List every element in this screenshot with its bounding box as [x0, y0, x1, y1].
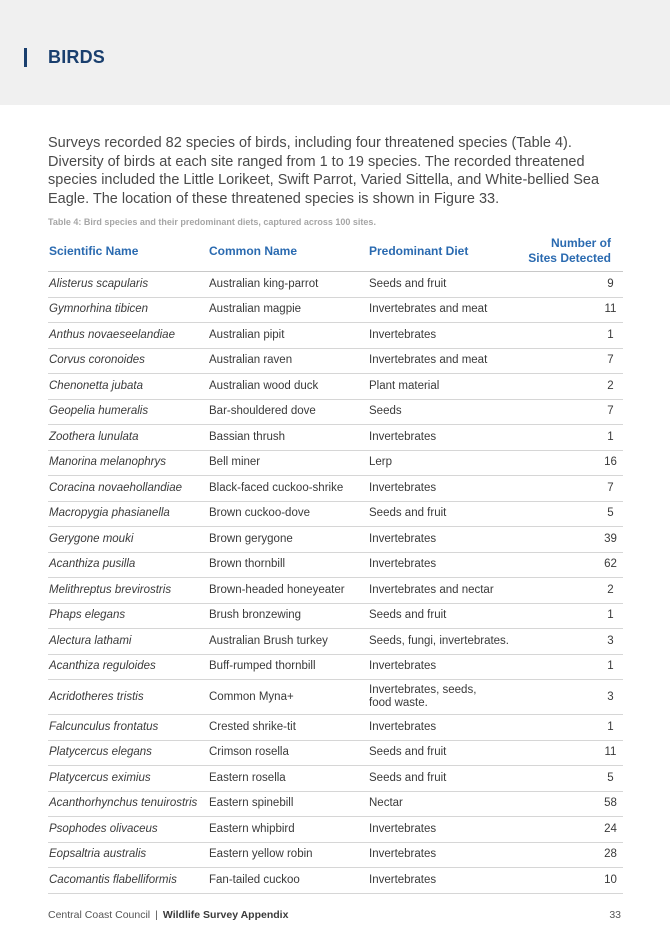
table-row — [48, 740, 623, 766]
cell-common-name: Eastern spinebill — [208, 791, 368, 817]
cell-predominant-diet: Invertebrates — [368, 842, 518, 868]
cell-common-name: Australian pipit — [208, 323, 368, 349]
cell-predominant-diet: Invertebrates — [368, 817, 518, 843]
table-row — [48, 399, 623, 425]
cell-scientific-name: Anthus novaeseelandiae — [48, 323, 208, 349]
bird-species-table — [48, 231, 623, 894]
table-row — [48, 817, 623, 843]
header-scientific-name: Scientific Name — [48, 231, 208, 272]
cell-predominant-diet: Invertebrates — [368, 552, 518, 578]
table-row — [48, 272, 623, 298]
cell-scientific-name: Geopelia humeralis — [48, 399, 208, 425]
cell-predominant-diet: Invertebrates and meat — [368, 348, 518, 374]
cell-sites-detected: 1 — [518, 715, 623, 741]
cell-sites-detected: 39 — [518, 527, 623, 553]
cell-predominant-diet: Invertebrates — [368, 868, 518, 894]
cell-sites-detected: 11 — [518, 297, 623, 323]
cell-predominant-diet — [368, 680, 518, 715]
cell-common-name: Bar-shouldered dove — [208, 399, 368, 425]
cell-common-name: Brush bronzewing — [208, 603, 368, 629]
table-row — [48, 842, 623, 868]
header-band — [0, 0, 670, 105]
table-row — [48, 654, 623, 680]
cell-sites-detected: 16 — [518, 450, 623, 476]
cell-scientific-name: Acridotheres tristis — [48, 680, 208, 715]
cell-sites-detected: 62 — [518, 552, 623, 578]
footer-document-title: Wildlife Survey Appendix — [162, 909, 289, 921]
cell-common-name: Eastern yellow robin — [208, 842, 368, 868]
cell-sites-detected: 1 — [518, 425, 623, 451]
cell-scientific-name: Coracina novaehollandiae — [48, 476, 208, 502]
cell-sites-detected: 5 — [518, 501, 623, 527]
cell-scientific-name: Psophodes olivaceus — [48, 817, 208, 843]
cell-common-name: Fan-tailed cuckoo — [208, 868, 368, 894]
table-row — [48, 680, 623, 715]
cell-common-name: Crimson rosella — [208, 740, 368, 766]
cell-predominant-diet: Invertebrates and nectar — [368, 578, 518, 604]
footer-separator: | — [155, 909, 158, 921]
cell-sites-detected: 58 — [518, 791, 623, 817]
cell-common-name: Crested shrike-tit — [208, 715, 368, 741]
cell-sites-detected: 24 — [518, 817, 623, 843]
cell-scientific-name: Acanthiza reguloides — [48, 654, 208, 680]
header-sites-line2: Sites Detected — [528, 251, 611, 265]
table-row — [48, 374, 623, 400]
table-row — [48, 348, 623, 374]
cell-scientific-name: Gymnorhina tibicen — [48, 297, 208, 323]
cell-sites-detected: 1 — [518, 323, 623, 349]
table-header-row — [48, 231, 623, 272]
cell-scientific-name: Eopsaltria australis — [48, 842, 208, 868]
header-common-name: Common Name — [208, 231, 368, 272]
cell-sites-detected: 28 — [518, 842, 623, 868]
cell-predominant-diet: Seeds and fruit — [368, 272, 518, 298]
table-row — [48, 297, 623, 323]
cell-predominant-diet: Seeds and fruit — [368, 501, 518, 527]
footer-org: Central Coast Council — [48, 909, 151, 921]
cell-sites-detected: 7 — [518, 348, 623, 374]
section-title: BIRDS — [48, 47, 106, 67]
cell-scientific-name: Alisterus scapularis — [48, 272, 208, 298]
cell-scientific-name: Corvus coronoides — [48, 348, 208, 374]
diet-line-2: food waste. — [369, 697, 428, 709]
cell-predominant-diet: Invertebrates — [368, 476, 518, 502]
header-sites-detected — [518, 231, 623, 272]
cell-sites-detected: 3 — [518, 680, 623, 715]
cell-predominant-diet: Seeds and fruit — [368, 766, 518, 792]
table-row — [48, 766, 623, 792]
intro-paragraph: Surveys recorded 82 species of birds, including four threatened species (Table 4). Diversity of birds at each site ranged from 1 to 19 species. The recorded threatened species included the Little Lorikeet, Swift Parrot, Varied Sittella, and White-bellied Sea Eagle. The location of these threatened species is shown in Figure 33. — [48, 135, 600, 207]
table-row — [48, 603, 623, 629]
table-row — [48, 527, 623, 553]
cell-predominant-diet: Lerp — [368, 450, 518, 476]
table-row — [48, 476, 623, 502]
cell-common-name: Australian Brush turkey — [208, 629, 368, 655]
cell-sites-detected: 5 — [518, 766, 623, 792]
cell-scientific-name: Chenonetta jubata — [48, 374, 208, 400]
table-row — [48, 323, 623, 349]
header-accent-bar — [24, 48, 27, 67]
cell-scientific-name: Platycercus eximius — [48, 766, 208, 792]
header-predominant-diet: Predominant Diet — [368, 231, 518, 272]
cell-sites-detected: 7 — [518, 399, 623, 425]
cell-common-name: Eastern rosella — [208, 766, 368, 792]
cell-sites-detected: 10 — [518, 868, 623, 894]
cell-sites-detected: 2 — [518, 578, 623, 604]
cell-scientific-name: Acanthorhynchus tenuirostris — [48, 791, 208, 817]
cell-predominant-diet: Seeds — [368, 399, 518, 425]
cell-sites-detected: 11 — [518, 740, 623, 766]
table-row — [48, 425, 623, 451]
cell-common-name: Black-faced cuckoo-shrike — [208, 476, 368, 502]
cell-common-name: Brown-headed honeyeater — [208, 578, 368, 604]
cell-predominant-diet: Plant material — [368, 374, 518, 400]
cell-common-name: Australian king-parrot — [208, 272, 368, 298]
cell-scientific-name: Alectura lathami — [48, 629, 208, 655]
cell-predominant-diet: Seeds and fruit — [368, 740, 518, 766]
cell-common-name: Bell miner — [208, 450, 368, 476]
cell-scientific-name: Cacomantis flabelliformis — [48, 868, 208, 894]
table-row — [48, 715, 623, 741]
cell-scientific-name: Phaps elegans — [48, 603, 208, 629]
cell-common-name: Eastern whipbird — [208, 817, 368, 843]
cell-scientific-name: Zoothera lunulata — [48, 425, 208, 451]
cell-common-name: Australian wood duck — [208, 374, 368, 400]
cell-sites-detected: 3 — [518, 629, 623, 655]
header-sites-line1: Number of — [551, 236, 611, 250]
cell-predominant-diet: Nectar — [368, 791, 518, 817]
cell-predominant-diet: Invertebrates — [368, 654, 518, 680]
cell-common-name: Brown thornbill — [208, 552, 368, 578]
cell-sites-detected: 2 — [518, 374, 623, 400]
cell-predominant-diet: Invertebrates — [368, 323, 518, 349]
cell-common-name: Australian raven — [208, 348, 368, 374]
table-row — [48, 552, 623, 578]
footer — [48, 909, 288, 921]
cell-predominant-diet: Invertebrates and meat — [368, 297, 518, 323]
cell-predominant-diet: Seeds and fruit — [368, 603, 518, 629]
diet-line-1: Invertebrates, seeds, — [369, 684, 477, 696]
table-row — [48, 578, 623, 604]
table-row — [48, 450, 623, 476]
table-row — [48, 791, 623, 817]
cell-predominant-diet: Invertebrates — [368, 715, 518, 741]
cell-common-name: Common Myna+ — [208, 680, 368, 715]
cell-common-name: Buff-rumped thornbill — [208, 654, 368, 680]
page-number: 33 — [609, 909, 621, 921]
cell-common-name: Brown cuckoo-dove — [208, 501, 368, 527]
cell-common-name: Australian magpie — [208, 297, 368, 323]
table-row — [48, 629, 623, 655]
cell-scientific-name: Manorina melanophrys — [48, 450, 208, 476]
table-row — [48, 868, 623, 894]
cell-scientific-name: Falcunculus frontatus — [48, 715, 208, 741]
cell-predominant-diet: Invertebrates — [368, 527, 518, 553]
cell-predominant-diet: Seeds, fungi, invertebrates. — [368, 629, 518, 655]
cell-scientific-name: Melithreptus brevirostris — [48, 578, 208, 604]
cell-sites-detected: 1 — [518, 603, 623, 629]
cell-predominant-diet: Invertebrates — [368, 425, 518, 451]
cell-sites-detected: 1 — [518, 654, 623, 680]
cell-scientific-name: Acanthiza pusilla — [48, 552, 208, 578]
cell-common-name: Bassian thrush — [208, 425, 368, 451]
cell-sites-detected: 9 — [518, 272, 623, 298]
table-row — [48, 501, 623, 527]
cell-scientific-name: Gerygone mouki — [48, 527, 208, 553]
cell-scientific-name: Platycercus elegans — [48, 740, 208, 766]
cell-sites-detected: 7 — [518, 476, 623, 502]
cell-common-name: Brown gerygone — [208, 527, 368, 553]
table-caption: Table 4: Bird species and their predominant diets, captured across 100 sites. — [48, 217, 376, 227]
cell-scientific-name: Macropygia phasianella — [48, 501, 208, 527]
